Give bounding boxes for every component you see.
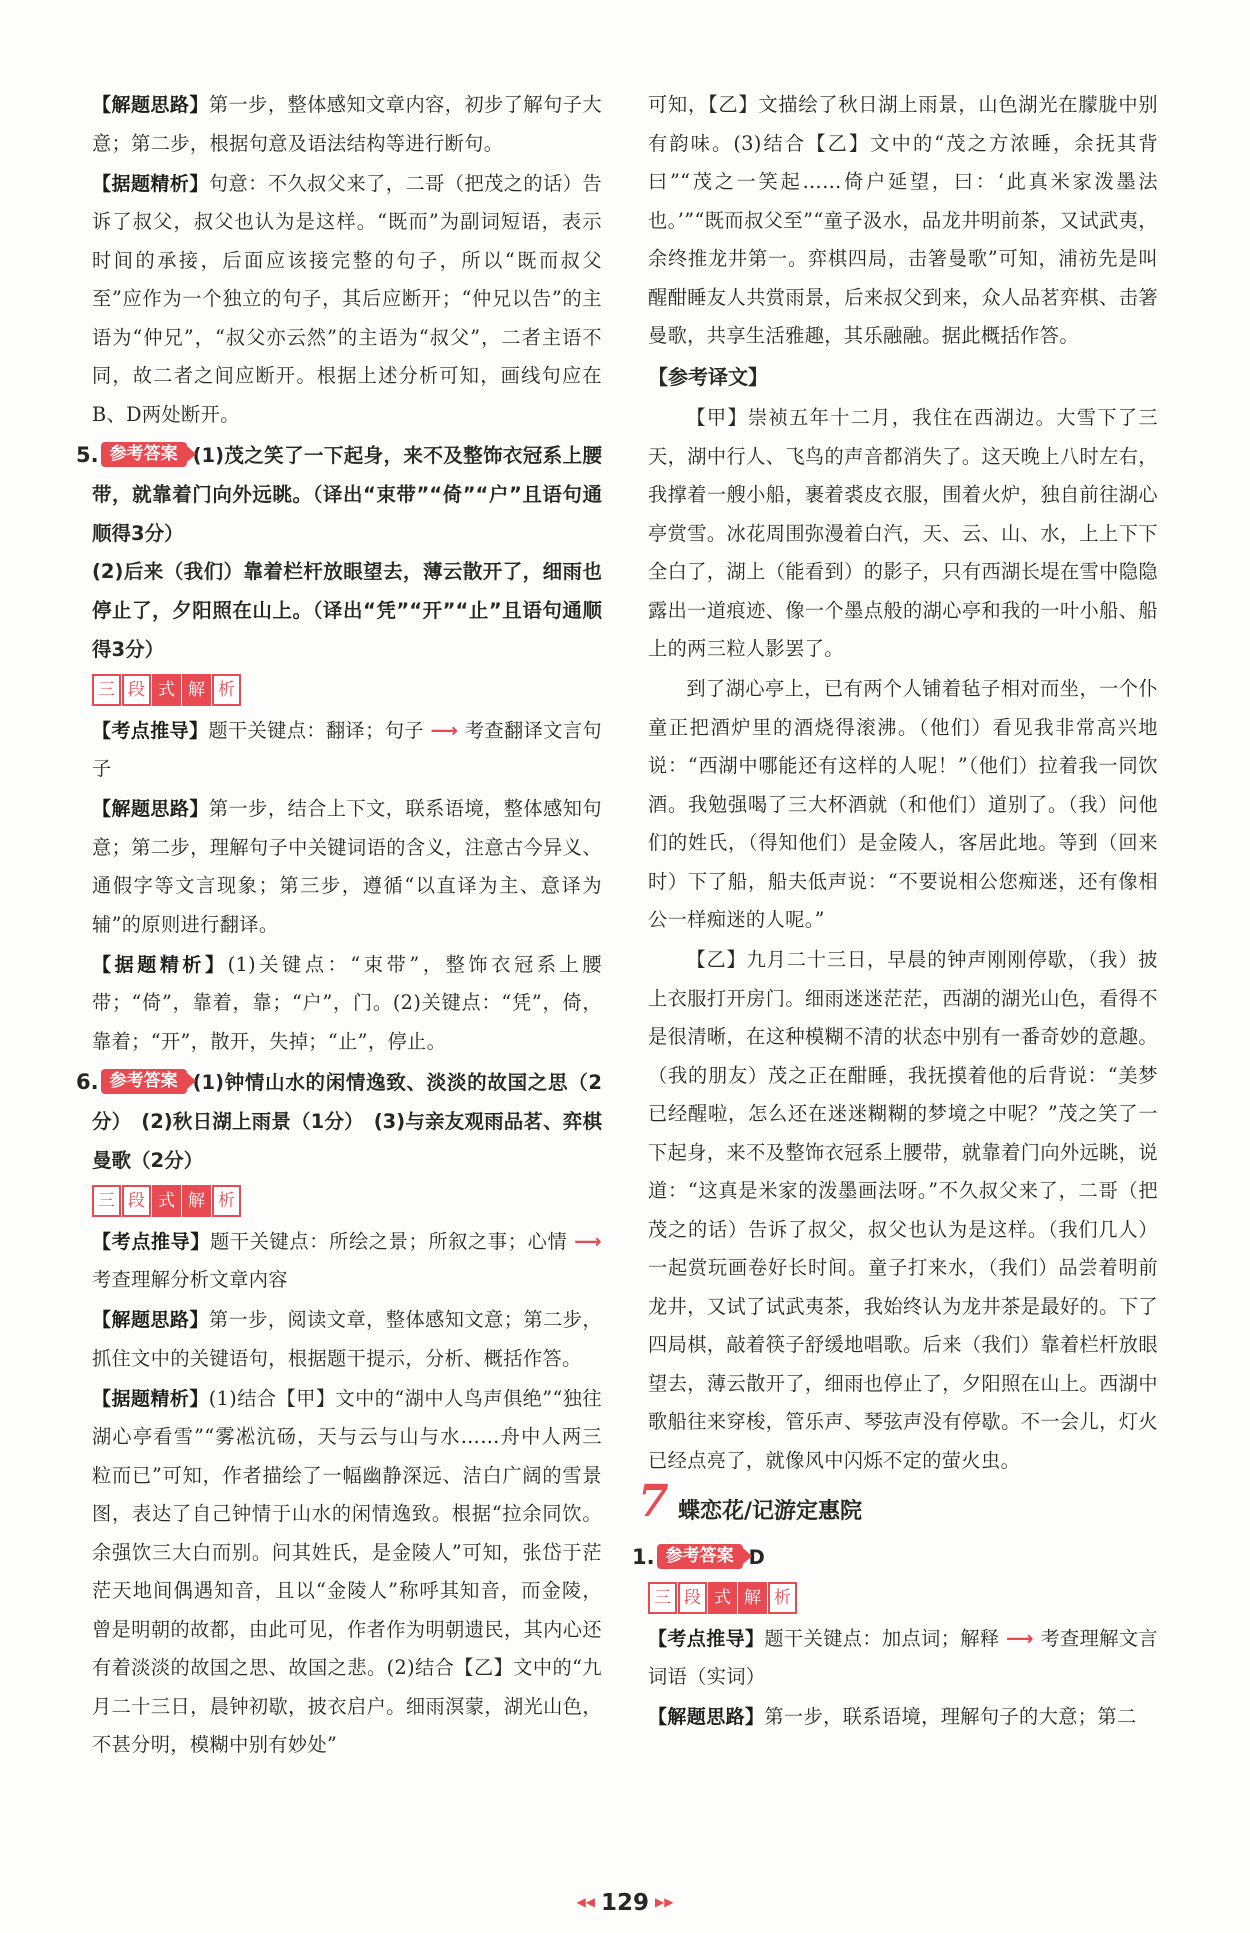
arrow-icon: ⟶ [430,718,459,742]
question-number: 6. [76,1070,99,1095]
question-6 [76,1063,603,1764]
banner-char: 三 [92,1185,121,1217]
banner-char: 析 [212,1185,241,1217]
exam-point-para [92,1223,602,1300]
three-step-analysis-banner [648,1582,1158,1612]
banner-char: 段 [122,674,151,706]
section-tag: 【考点推导】 [648,1627,765,1650]
answer-text: (1)钟情山水的闲情逸致、淡淡的故国之思（2分） (2)秋日湖上雨景（1分） (3)与亲友观雨品茗、弈棋曼歌（2分） [92,1071,602,1172]
exam-point-para [92,712,602,789]
para-text: 题干关键点：加点词；解释 [764,1626,1000,1650]
question-1 [632,1538,1159,1737]
answer-badge: 参考答案 [657,1544,743,1569]
solve-approach-para [92,790,602,944]
section-tag: 【考点推导】 [92,719,209,742]
banner-char: 式 [152,1185,181,1217]
translation-para-jia-2: 到了湖心亭上，已有两个人铺着毡子相对而坐，一个仆童正把酒炉里的酒烧得滚沸。（他们）看见我非常高兴地说：“西湖中哪能还有这样的人呢！”（他们）拉着我一同饮酒。我勉强喝了三大杯酒就（和他们）道别了。（我）问他们的姓氏，（得知他们）是金陵人，客居此地。等到（回来时）下了船，船夫低声说：“不要说相公您痴迷，还有像相公一样痴迷的人呢。” [648,677,1158,931]
para-text: 第一步，结合上下文，联系语境，整体感知句意；第二步，理解句子中关键词语的含义，注意古今异义、通假字等文言现象；第三步，遵循“以直译为主、意译为辅”的原则进行翻译。 [92,797,602,936]
answer-q1 [632,1538,1158,1578]
banner-char: 三 [648,1582,677,1614]
section-tag: 【据题精析】 [92,1387,209,1410]
solve-approach-para [92,1301,602,1378]
para-text: 题干关键点：所绘之景；所叙之事；心情 [209,1229,568,1253]
para-text: 考查理解分析文章内容 [92,1268,288,1292]
translation-para-yi: 【乙】九月二十三日，早晨的钟声刚刚停歇，（我）披上衣服打开房门。细雨迷迷茫茫，西湖的湖光山色，看得不是很清晰，在这种模糊不清的状态中别有一番奇妙的意趣。（我的朋友）茂之正在酣睡，我抚摸着他的后背说：“美梦已经醒啦，怎么还在迷迷糊糊的梦境之中呢？”茂之笑了一下起身，来不及整饰衣冠系上腰带，就靠着门向外远眺，说道：“这真是米家的泼墨画法呀。”不久叔父来了，二哥（把茂之的话）告诉了叔父，叔父也认为是这样。（我们几人）一起赏玩画卷好长时间。童子打来水，（我们）品尝着明前龙井，又试了试武夷茶，我始终认为龙井茶是最好的。下了四局棋，敲着筷子舒缓地唱歌。后来（我们）靠着栏杆放眼望去，薄云散开了，细雨也停止了，夕阳照在山上。西湖中歌船往来穿梭，管乐声、琴弦声没有停歇。不一会儿，灯火已经点亮了，就像风中闪烁不定的萤火虫。 [648,948,1158,1472]
banner-char: 解 [738,1582,767,1614]
section-tag: 【据题精析】 [92,953,228,976]
section-tag: 【解题思路】 [648,1706,765,1729]
para-text: 第一步，联系语境，理解句子的大意；第二 [764,1705,1137,1729]
page-number: 129 [600,1890,649,1916]
lesson-heading [638,1476,1158,1532]
para-text: (1)结合【甲】文中的“湖中人鸟声俱绝”“独往湖心亭看雪”“雾凇沆砀，天与云与山与水……舟中人两三粒而已”可知，作者描绘了一幅幽静深远、洁白广阔的雪景图，表达了自己钟情于山水的闲情逸致。根据“拉余同饮。余强饮三大白而别。问其姓氏，是金陵人”可知，张岱于茫茫天地间偶遇知音，且以“金陵人”称呼其知音，而金陵，曾是明朝的故都，由此可见，作者作为明朝遗民，其内心还有着淡淡的故国之思、故国之悲。(2)结合【乙】文中的“九月二十三日，晨钟初歇，披衣启户。细雨溟蒙，湖光山色，不甚分明，模糊中别有妙处” [92,1386,603,1757]
analysis-continuation: 可知，【乙】文描绘了秋日湖上雨景，山色湖光在朦胧中别有韵味。(3)结合【乙】文中的“茂之方浓睡，余抚其背曰”“茂之一笑起……倚户延望，曰：‘此真米家泼墨法也。’”“既而叔父至”“童子汲水，品龙井明前茶，又试武夷，余终推龙井第一。弈棋四局，击箸曼歌”可知，浦祊先是叫醒酣睡友人共赏雨景，后来叔父到来，众人品茗弈棋、击箸曼歌，共享生活雅趣，其乐融融。据此概括作答。 [648,93,1158,347]
answer-text: (1)茂之笑了一下起身，来不及整饰衣冠系上腰带，就靠着门向外远眺。（译出“束带”“倚”“户”且语句通顺得3分） [92,444,602,545]
banner-char: 三 [92,674,121,706]
banner-char: 段 [122,1185,151,1217]
section-tag: 【考点推导】 [92,1230,210,1253]
left-column [76,86,603,1766]
solve-approach-para [92,86,602,163]
three-step-analysis-banner [92,674,602,704]
banner-char: 解 [182,674,211,706]
page-footer [0,1890,1250,1916]
analysis-para [92,165,602,435]
banner-char: 式 [152,674,181,706]
analysis-para [92,1380,602,1765]
banner-char: 析 [212,674,241,706]
banner-char: 段 [678,1582,707,1614]
para-text: 题干关键点：翻译；句子 [208,718,424,742]
arrow-icon: ⟶ [574,1229,602,1253]
lesson-title: 蝶恋花/记游定惠院 [678,1499,863,1524]
three-step-analysis-banner [92,1185,602,1215]
arrow-icon: ⟶ [1006,1626,1034,1650]
question-number: 5. [76,443,99,467]
translation-para-jia: 【甲】崇祯五年十二月，我住在西湖边。大雪下了三天，湖中行人、飞鸟的声音都消失了。这天晚上八时左右，我撑着一艘小船，裹着裘皮衣服，围着火炉，独自前往湖心亭赏雪。冰花周围弥漫着白汽，天、云、山、水，上上下下全白了，湖上（能看到）的影子，只有西湖长堤在雪中隐隐露出一道痕迹、像一个墨点般的湖心亭和我的一叶小船、船上的两三粒人影罢了。 [648,406,1158,660]
solve-approach-para [648,1698,1158,1737]
para-text: 考查理解文言词语（实词） [648,1626,1159,1689]
right-arrow-icon: ▶▶ [655,1895,674,1909]
para-text: (1)关键点：“束带”，整饰衣冠系上腰带；“倚”，靠着，靠；“户”，门。(2)关键点：“凭”，倚，靠着；“开”，散开，失掉；“止”，停止。 [92,952,602,1053]
answer-badge: 参考答案 [101,1069,187,1094]
answer-q6 [76,1063,602,1180]
question-5 [76,436,603,1061]
reference-translation-heading: 【参考译文】 [648,365,768,389]
exam-point-para [648,1620,1158,1697]
left-arrow-icon: ◀◀ [576,1895,595,1909]
para-text: 考查翻译文言句子 [92,718,603,781]
answer-text: D [748,1546,765,1569]
section-tag: 【解题思路】 [92,94,209,116]
section-tag: 【解题思路】 [92,1309,209,1332]
banner-char: 解 [182,1185,211,1217]
analysis-para [92,946,602,1062]
section-tag: 【解题思路】 [92,798,209,821]
para-text: 第一步，阅读文章，整体感知文意；第二步，抓住文中的关键语句，根据题干提示，分析、概括作答。 [92,1308,602,1370]
banner-char: 式 [708,1582,737,1614]
question-number: 1. [632,1545,655,1569]
lesson-number: 7 [638,1476,669,1527]
para-text: 句意：不久叔父来了，二哥（把茂之的话）告诉了叔父，叔父也认为是这样。“既而”为副词短语，表示时间的承接，后面应该接完整的句子，所以“既而叔父至”应作为一个独立的句子，其后应断开；“仲兄以告”的主语为“仲兄”，“叔父亦云然”的主语为“叔父”，二者主语不同，故二者之间应断开。根据上述分析可知，画线句应在B、D两处断开。 [92,171,602,426]
answer-q5-part2: (2)后来（我们）靠着栏杆放眼望去，薄云散开了，细雨也停止了，夕阳照在山上。（译出“凭”“开”“止”且语句通顺得3分） [92,560,602,661]
answer-q5-part1 [76,436,602,553]
para-text: 第一步，整体感知文章内容，初步了解句子大意；第二步，根据句意及语法结构等进行断句。 [92,93,602,155]
banner-char: 析 [768,1582,797,1614]
answer-badge: 参考答案 [101,442,187,467]
right-column [632,86,1159,1738]
section-tag: 【据题精析】 [92,172,209,195]
